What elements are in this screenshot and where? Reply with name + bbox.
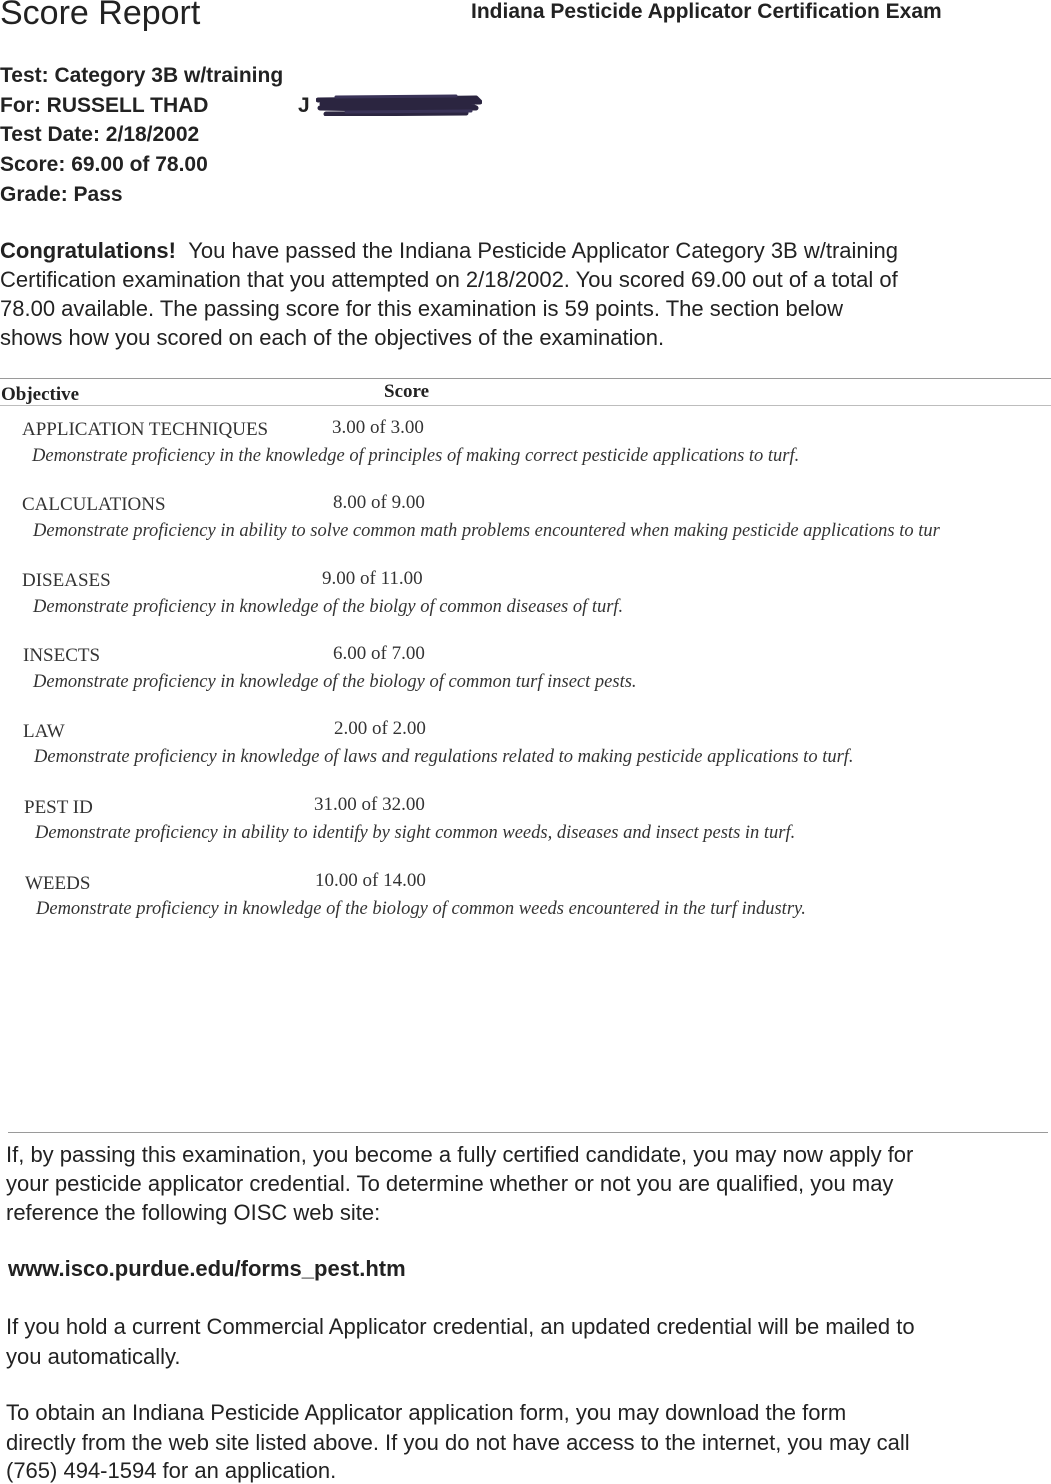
table-header-rule [0, 405, 1051, 406]
oisc-url[interactable]: www.isco.purdue.edu/forms_pest.htm [8, 1256, 406, 1281]
footer-p1-line-2: your pesticide applicator credential. To determine whether or not you are qualified, you may [6, 1171, 894, 1196]
objective-score: 31.00 of 32.00 [314, 794, 425, 815]
congratulations-lead: Congratulations! [0, 238, 176, 263]
objective-name: APPLICATION TECHNIQUES [22, 419, 269, 440]
score-summary: Score: 69.00 of 78.00 [0, 153, 208, 176]
objective-score: 6.00 of 7.00 [333, 643, 425, 664]
candidate-initial: J [298, 94, 310, 117]
objective-name: LAW [23, 721, 65, 742]
objective-score: 3.00 of 3.00 [332, 417, 424, 438]
intro-line-1: You have passed the Indiana Pesticide Applicator Category 3B w/training [188, 238, 898, 263]
footer-p3-line-1: To obtain an Indiana Pesticide Applicator application form, you may download the form [6, 1400, 847, 1425]
objective-description: Demonstrate proficiency in knowledge of the biology of common weeds encountered in the turf industry. [36, 899, 806, 919]
objective-name: DISEASES [22, 570, 111, 591]
objective-description: Demonstrate proficiency in knowledge of laws and regulations related to making pesticide applications to turf. [34, 747, 854, 767]
exam-name: Indiana Pesticide Applicator Certification Exam [471, 0, 942, 23]
footer-paragraph-2 [6, 1314, 1051, 1374]
footer-p1-line-1: If, by passing this examination, you become a fully certified candidate, you may now apply for [6, 1142, 914, 1167]
objective-name: CALCULATIONS [22, 494, 166, 515]
footer-paragraph-3 [6, 1400, 1051, 1481]
column-header-score: Score [384, 381, 430, 402]
redaction-mark [316, 94, 482, 116]
intro-line-2: Certification examination that you attempted on 2/18/2002. You scored 69.00 out of a total of [0, 267, 898, 292]
objective-score: 9.00 of 11.00 [322, 568, 423, 589]
intro-paragraph [0, 236, 1051, 356]
objective-description: Demonstrate proficiency in the knowledge of principles of making correct pesticide applications to turf. [32, 446, 800, 466]
candidate-name: For: RUSSELL THAD [0, 94, 209, 117]
objective-description: Demonstrate proficiency in knowledge of the biology of common turf insect pests. [33, 672, 637, 692]
footer-p1-line-3: reference the following OISC web site: [6, 1200, 381, 1225]
test-date: Test Date: 2/18/2002 [0, 123, 200, 146]
objective-description: Demonstrate proficiency in ability to identify by sight common weeds, diseases and insect pests in turf. [35, 823, 796, 843]
intro-line-4: shows how you scored on each of the objectives of the examination. [0, 325, 665, 350]
footer-p2-line-2: you automatically. [6, 1344, 181, 1369]
column-header-objective: Objective [1, 384, 80, 405]
objective-name: INSECTS [23, 645, 101, 666]
grade: Grade: Pass [0, 183, 123, 206]
footer-p3-line-2: directly from the web site listed above. If you do not have access to the internet, you may call [6, 1430, 910, 1455]
footer-p3-line-3: (765) 494-1594 for an application. [6, 1458, 337, 1483]
footer-paragraph-1 [6, 1142, 1051, 1232]
test-line: Test: Category 3B w/training [0, 64, 284, 87]
table-top-rule [0, 378, 1051, 379]
footer-rule [8, 1132, 1048, 1133]
objective-score: 8.00 of 9.00 [333, 492, 425, 513]
objective-name: WEEDS [25, 873, 91, 894]
objective-score: 2.00 of 2.00 [334, 718, 426, 739]
objective-description: Demonstrate proficiency in knowledge of the biolgy of common diseases of turf. [33, 597, 624, 617]
objective-description: Demonstrate proficiency in ability to solve common math problems encountered when making pesticide applications to tur [33, 521, 940, 541]
objective-score: 10.00 of 14.00 [315, 870, 426, 891]
footer-p2-line-1: If you hold a current Commercial Applicator credential, an updated credential will be mailed to [6, 1314, 915, 1339]
intro-line-3: 78.00 available. The passing score for this examination is 59 points. The section below [0, 296, 844, 321]
objective-name: PEST ID [24, 797, 93, 818]
page-title: Score Report [0, 0, 201, 32]
